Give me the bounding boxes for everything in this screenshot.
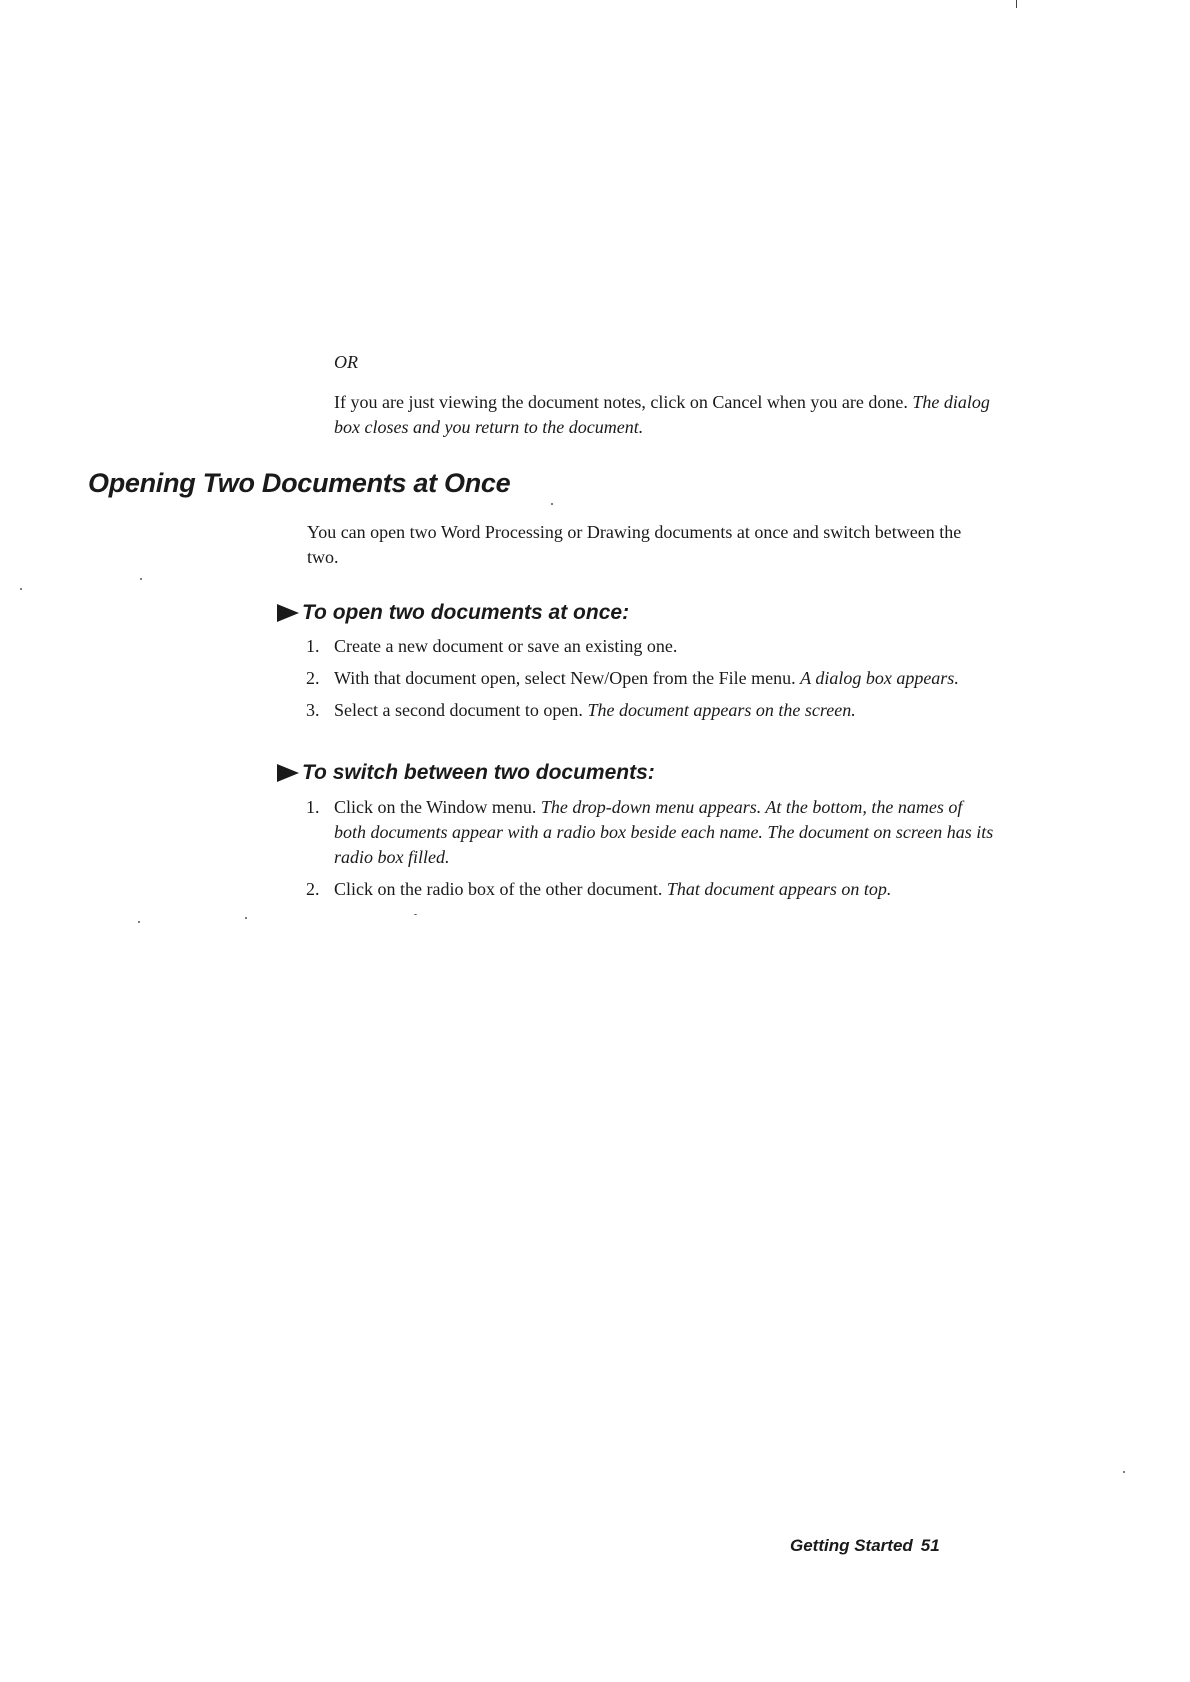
procedure-heading [277, 601, 629, 625]
list-item [306, 634, 996, 659]
arrow-right-icon [277, 764, 299, 782]
step-result: The drop-down menu appears. At the bottom, the names of both documents appear with a radio box beside each name. The document on screen has its radio box filled. [334, 797, 994, 867]
scan-speck [138, 921, 140, 923]
step-text: Click on the Window menu. [334, 797, 537, 817]
section-title: Opening Two Documents at Once [88, 468, 511, 498]
intro-result: The dialog box closes and you return to the document. [334, 392, 990, 437]
scan-mark [1016, 0, 1017, 8]
list-item [306, 666, 996, 691]
step-result: A dialog box appears. [800, 668, 959, 688]
step-body [334, 698, 996, 723]
step-number: 3. [306, 700, 320, 720]
scan-speck [140, 578, 142, 580]
step-text: Create a new document or save an existing one. [334, 636, 678, 656]
intro-paragraph [334, 390, 994, 440]
arrow-right-icon [277, 604, 299, 622]
list-item [306, 698, 996, 723]
procedure-heading-text: To open two documents at once: [302, 601, 630, 624]
step-number: 2. [306, 668, 320, 688]
procedure-heading [277, 761, 655, 785]
intro-text: If you are just viewing the document notes, click on Cancel when you are done. [334, 392, 908, 412]
scan-speck [1123, 1471, 1125, 1473]
step-text: With that document open, select New/Open from the File menu. [334, 668, 796, 688]
or-label: OR [334, 352, 358, 372]
page-number: 51 [920, 1536, 940, 1555]
scan-speck [245, 917, 247, 919]
footer-section: Getting Started [790, 1536, 913, 1555]
procedure-heading-text: To switch between two documents: [302, 761, 655, 784]
step-body [334, 795, 996, 870]
scan-speck [551, 503, 553, 505]
list-item [306, 795, 996, 870]
page-footer [790, 1536, 940, 1556]
step-result: That document appears on top. [666, 879, 892, 899]
section-intro: You can open two Word Processing or Drawing documents at once and switch between the two. [307, 522, 962, 567]
scan-speck [414, 914, 417, 915]
list-item [306, 877, 996, 902]
step-number: 1. [306, 797, 320, 817]
step-body [334, 634, 996, 659]
step-body [334, 877, 996, 902]
step-number: 1. [306, 636, 320, 656]
step-result: The document appears on the screen. [587, 700, 856, 720]
procedure-steps [306, 634, 996, 730]
procedure-steps [306, 795, 996, 909]
step-number: 2. [306, 879, 320, 899]
step-text: Select a second document to open. [334, 700, 583, 720]
step-body [334, 666, 996, 691]
step-text: Click on the radio box of the other document. [334, 879, 663, 899]
scan-speck [20, 588, 22, 590]
